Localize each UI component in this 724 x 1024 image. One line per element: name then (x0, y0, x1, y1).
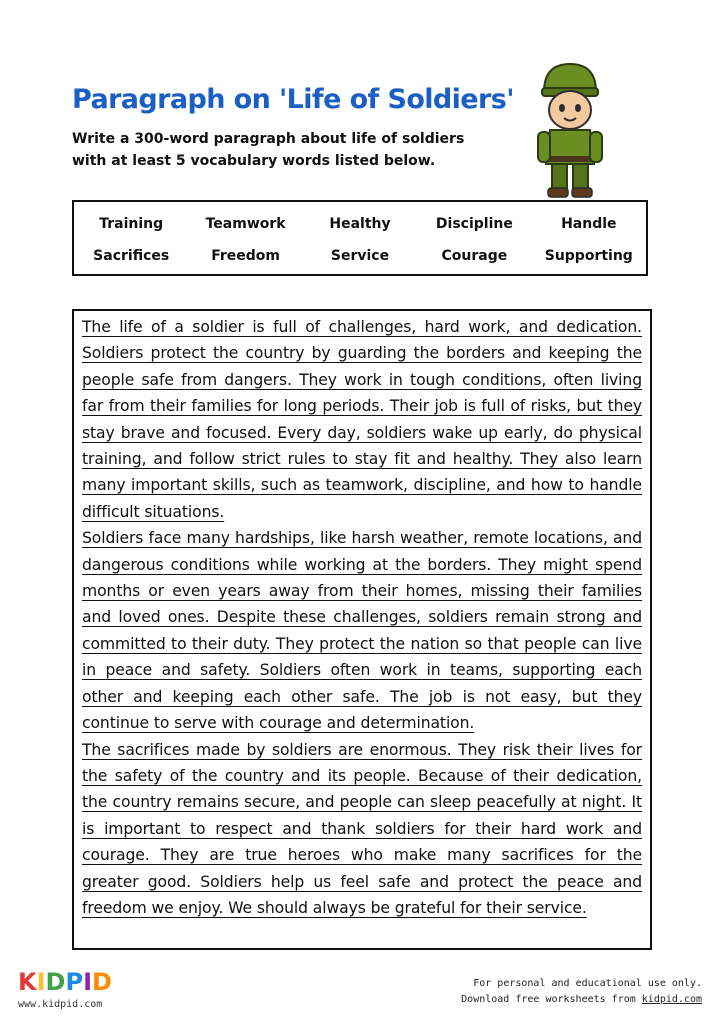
logo-letter: K (18, 968, 37, 996)
footer-note (461, 976, 702, 1008)
logo-wordmark (18, 968, 112, 996)
vocab-word: Discipline (435, 216, 513, 232)
instructions-line-1: Write a 300-word paragraph about life of soldiers (72, 131, 465, 147)
vocab-word: Healthy (329, 216, 391, 232)
vocab-word: Courage (441, 248, 508, 264)
logo-letter: I (36, 968, 46, 996)
paragraph-2: Soldiers face many hardships, like harsh weather, remote locations, and dangerous conditions while working at the borders. They might spend months or even years away from their homes, missing their families and loved ones. Despite these challenges, soldiers remain strong and committed to their duty. They protect the nation so that people can live in peace and safety. Soldiers often work in teams, supporting each other and keeping each other safe. The job is not easy, but they continue to serve with courage and determination. (82, 529, 642, 733)
paragraph-1: The life of a soldier is full of challenges, hard work, and dedication. Soldiers protect the country by guarding the borders and keeping the people safe from dangers. They work in tough conditions, often living far from their families for long periods. Their job is full of risks, but they stay brave and focused. Every day, soldiers wake up early, do physical training, and follow strict rules to stay fit and healthy. They also learn many important skills, such as teamwork, discipline, and how to handle difficult situations. (82, 318, 642, 521)
worksheet-title: Paragraph on 'Life of Soldiers' (72, 84, 514, 115)
footer-link[interactable]: kidpid.com (641, 994, 702, 1005)
paragraph-3: The sacrifices made by soldiers are enormous. They risk their lives for the safety of the country and its people. Because of their dedication, the country remains secure, and people can sleep peacefully at night. It is important to respect and thank soldiers for their hard work and courage. They are true heroes who make many sacrifices for the greater good. Soldiers help us feel safe and protect the peace and freedom we enjoy. We should always be grateful for their service. (82, 740, 642, 917)
logo-letter: D (92, 968, 112, 996)
footer-note-prefix: Download free worksheets from (461, 994, 642, 1005)
kidpid-logo[interactable] (18, 968, 112, 998)
footer-note-line-2 (461, 992, 702, 1008)
vocab-word: Handle (561, 216, 617, 232)
vocab-word: Teamwork (205, 216, 286, 232)
vocab-word: Sacrifices (93, 248, 170, 264)
logo-letter: I (83, 968, 92, 996)
vocab-word: Service (330, 248, 390, 264)
instructions (72, 128, 492, 172)
logo-letter: D (45, 968, 66, 996)
vocab-word: Training (99, 216, 164, 232)
logo-url[interactable]: www.kidpid.com (18, 999, 103, 1010)
instructions-line-2: with at least 5 vocabulary words listed below. (72, 153, 436, 169)
paragraph-box (72, 309, 652, 950)
soldier-illustration (530, 60, 610, 200)
logo-letter: P (65, 968, 84, 996)
vocabulary-box (72, 200, 648, 276)
footer-note-line-1: For personal and educational use only. (473, 978, 702, 989)
vocab-word: Freedom (211, 248, 280, 264)
vocab-word: Supporting (544, 248, 633, 264)
